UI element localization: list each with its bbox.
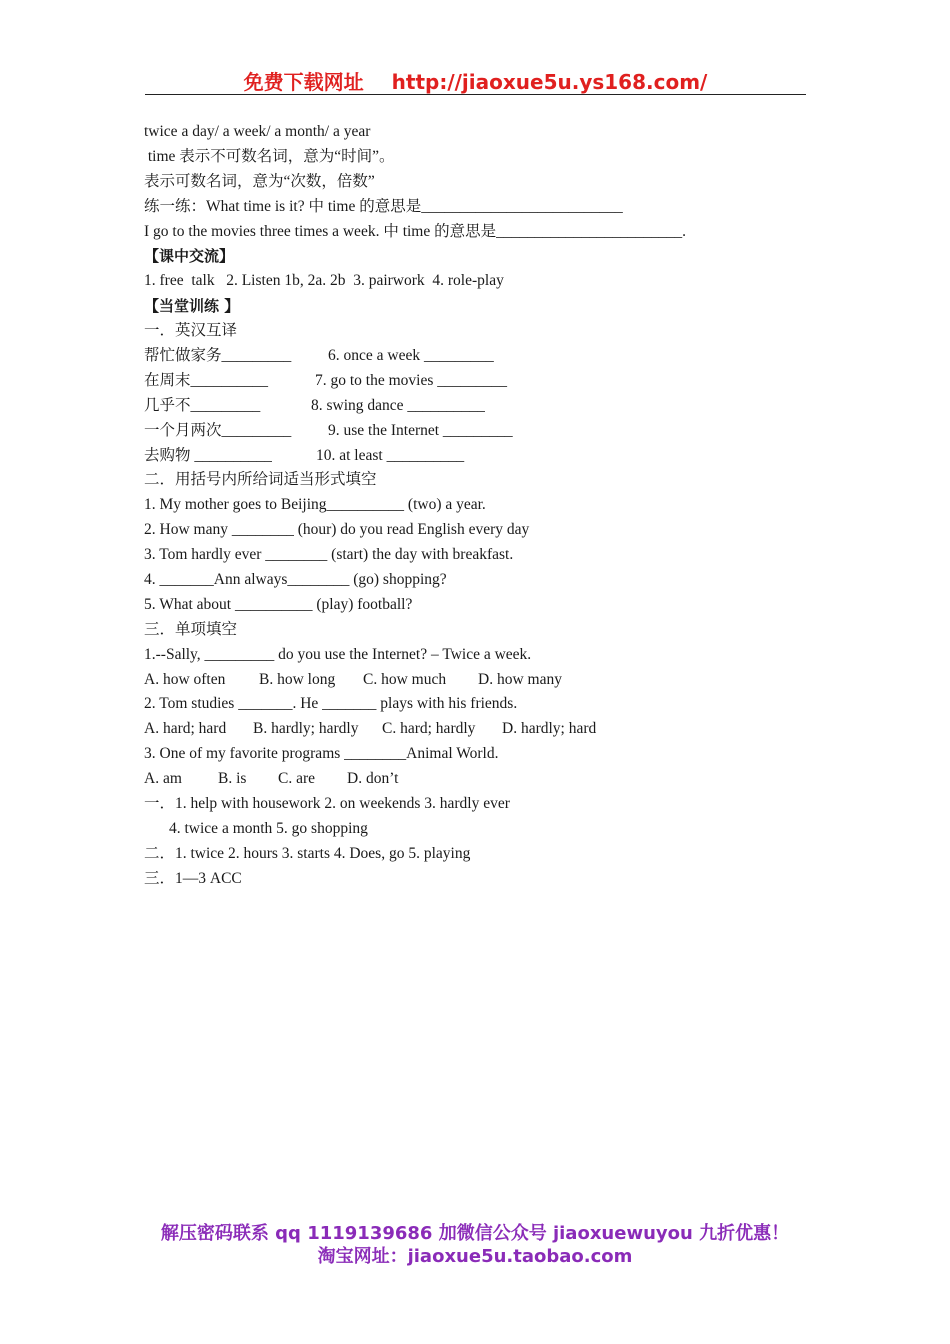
translation-left: 帮忙做家务_________ [144, 347, 292, 365]
part1-title: 一．英汉互译 [144, 322, 238, 340]
option-d: D. how many [478, 670, 562, 688]
option-c: C. how much [363, 670, 447, 688]
choice-options [144, 717, 824, 742]
intro-line: 练一练：What time is it? 中 time 的意思是__________________________ [144, 197, 623, 215]
intro-line: twice a day/ a week/ a month/ a year [144, 123, 371, 140]
option-c: C. hard; hardly [382, 720, 476, 738]
option-a: A. hard; hard [144, 720, 227, 738]
fill-item: 5. What about __________ (play) football? [144, 595, 413, 613]
part2-title: 二．用括号内所给词适当形式填空 [144, 471, 377, 489]
translation-left: 在周末__________ [144, 371, 269, 389]
choice-options [144, 668, 824, 693]
option-a: A. am [144, 770, 182, 788]
fill-item: 3. Tom hardly ever ________ (start) the day with breakfast. [144, 546, 514, 564]
header-url-link[interactable]: http://jiaoxue5u.ys168.com/ [391, 70, 708, 94]
option-c: C. are [278, 770, 316, 788]
answer-key-1: 一．1. help with housework 2. on weekends 3. hardly ever [144, 795, 510, 813]
answer-key-3: 三．1—3 ACC [144, 869, 242, 887]
fill-item: 2. How many ________ (hour) do you read English every day [144, 521, 530, 539]
header-label: 免费下载网址 [243, 70, 364, 94]
fill-item: 1. My mother goes to Beijing__________ (two) a year. [144, 496, 486, 514]
option-d: D. don’t [347, 770, 399, 788]
translation-left: 几乎不_________ [144, 396, 261, 414]
choice-question: 3. One of my favorite programs ________Animal World. [144, 745, 499, 763]
section-title-class: 【课中交流】 [144, 247, 235, 266]
translation-row [144, 344, 824, 369]
document-body [144, 120, 824, 892]
option-d: D. hardly; hard [502, 720, 597, 738]
intro-line: I go to the movies three times a week. 中 time 的意思是________________________. [144, 222, 686, 240]
translation-row [144, 419, 824, 444]
page-header [145, 66, 806, 95]
option-b: B. hardly; hardly [253, 720, 359, 738]
choice-question: 1.--Sally, _________ do you use the Internet? – Twice a week. [144, 645, 532, 663]
translation-right: 6. once a week _________ [328, 347, 494, 365]
fill-item: 4. _______Ann always________ (go) shopping? [144, 571, 447, 589]
intro-line: time 表示不可数名词，意为“时间”。 [144, 147, 395, 165]
section-title-practice: 【当堂训练 】 [144, 297, 240, 316]
answer-key-1-cont: 4. twice a month 5. go shopping [169, 819, 368, 837]
translation-right: 8. swing dance __________ [311, 396, 485, 414]
translation-right: 7. go to the movies _________ [315, 371, 508, 389]
intro-line: 表示可数名词，意为“次数，倍数” [144, 172, 375, 190]
class-steps: 1. free talk 2. Listen 1b, 2a. 2b 3. pairwork 4. role-play [144, 272, 504, 290]
option-a: A. how often [144, 670, 226, 688]
translation-row [144, 444, 824, 469]
option-b: B. how long [259, 670, 336, 688]
translation-row [144, 394, 824, 419]
part3-title: 三．单项填空 [144, 620, 238, 638]
option-b: B. is [218, 770, 247, 788]
translation-right: 9. use the Internet _________ [328, 421, 513, 439]
choice-question: 2. Tom studies _______. He _______ plays with his friends. [144, 695, 518, 713]
footer-shop-link[interactable]: 淘宝网址：jiaoxue5u.taobao.com [317, 1246, 633, 1267]
footer-contact: 解压密码联系 qq 1119139686 加微信公众号 jiaoxuewuyou 九折优惠！ [160, 1223, 790, 1244]
translation-left: 一个月两次_________ [144, 421, 292, 439]
translation-left: 去购物 __________ [144, 446, 272, 464]
choice-options [144, 767, 824, 792]
header-divider [145, 94, 806, 95]
translation-row [144, 369, 824, 394]
translation-right: 10. at least __________ [316, 446, 465, 464]
answer-key-2: 二．1. twice 2. hours 3. starts 4. Does, go 5. playing [144, 844, 471, 862]
